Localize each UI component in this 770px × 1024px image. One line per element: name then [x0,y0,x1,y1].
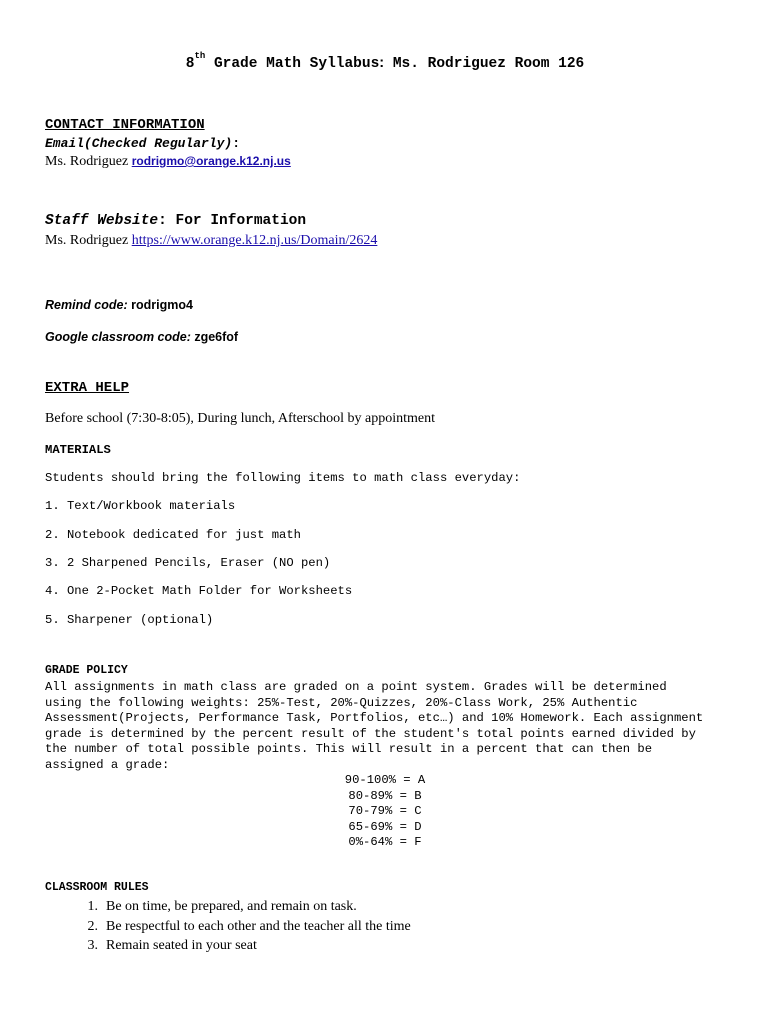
website-label: Staff Website [45,213,159,229]
remind-code-line [45,298,193,312]
page-title [0,51,770,72]
email-link[interactable]: rodrigmo@orange.k12.nj.us [131,154,291,168]
rule-item [76,917,411,937]
title-grade-text: Grade Math Syllabus [205,55,380,72]
grade-policy-line: All assignments in math class are graded on a point system. Grades will be determined [45,680,667,694]
grade-policy-line: assigned a grade: [45,757,170,772]
grade-scale [0,773,770,851]
google-code-line [45,330,238,344]
website-line [45,233,377,249]
remind-code-value: rodrigmo4 [127,298,193,312]
title-teacher-room: Ms. Rodriguez Room 126 [384,55,585,72]
grade-scale-row: 80-89% = B [348,788,422,803]
classroom-rules-list [76,897,411,956]
website-link[interactable]: https://www.orange.k12.nj.us/Domain/2624 [131,233,378,248]
grade-scale-row: 70-79% = C [348,804,422,818]
contact-heading: CONTACT INFORMATION [45,117,205,133]
materials-item: 4. One 2-Pocket Math Folder for Worksheets [45,584,353,598]
website-label-line [45,213,306,229]
rule-item [76,897,411,917]
title-grade-suffix: th [194,51,206,61]
materials-intro: Students should bring the following items to math class everyday: [45,471,521,485]
google-code-value: zge6fof [190,330,239,344]
website-label-rest: : For Information [158,213,307,229]
grade-scale-row: 65-69% = D [348,819,422,834]
grade-policy-line: grade is determined by the percent result of the student's total points earned divided by [45,726,696,741]
email-label-colon: : [232,136,241,151]
materials-item: 5. Sharpener (optional) [45,613,214,627]
email-line [45,154,291,170]
email-label-line [45,136,240,151]
grade-scale-row: 0%-64% = F [348,835,422,849]
email-label: Email(Checked Regularly) [45,136,233,151]
rule-number: 3. [87,938,98,953]
materials-item: 2. Notebook dedicated for just math [45,528,301,542]
extra-help-heading: EXTRA HELP [45,380,130,396]
grade-policy-paragraph [45,680,735,773]
rule-text: Be on time, be prepared, and remain on task. [106,899,357,914]
materials-item: 1. Text/Workbook materials [45,499,236,513]
remind-code-label: Remind code: [45,298,128,312]
title-grade-number: 8 [185,55,195,72]
grade-policy-heading: GRADE POLICY [45,664,128,677]
materials-heading: MATERIALS [45,443,111,457]
materials-item: 3. 2 Sharpened Pencils, Eraser (NO pen) [45,556,331,570]
classroom-rules-heading: CLASSROOM RULES [45,881,149,894]
rule-text: Remain seated in your seat [106,938,257,953]
grade-policy-line: the number of total possible points. This will result in a percent that can then be [45,742,653,756]
grade-scale-row: 90-100% = A [344,773,426,787]
website-teacher-name: Ms. Rodriguez [45,233,129,248]
grade-policy-line: Assessment(Projects, Performance Task, Portfolios, etc…) and 10% Homework. Each assignment [45,711,704,725]
rule-number: 1. [87,899,98,914]
extra-help-text: Before school (7:30-8:05), During lunch, Afterschool by appointment [45,411,435,426]
google-code-label: Google classroom code: [45,330,191,344]
rule-text: Be respectful to each other and the teacher all the time [106,918,411,934]
rule-number: 2. [87,918,98,934]
title-separator: : [379,54,385,71]
grade-policy-line: using the following weights: 25%-Test, 20%-Quizzes, 20%-Class Work, 25% Authentic [45,695,638,710]
email-teacher-name: Ms. Rodriguez [45,154,129,169]
rule-item [76,936,411,956]
